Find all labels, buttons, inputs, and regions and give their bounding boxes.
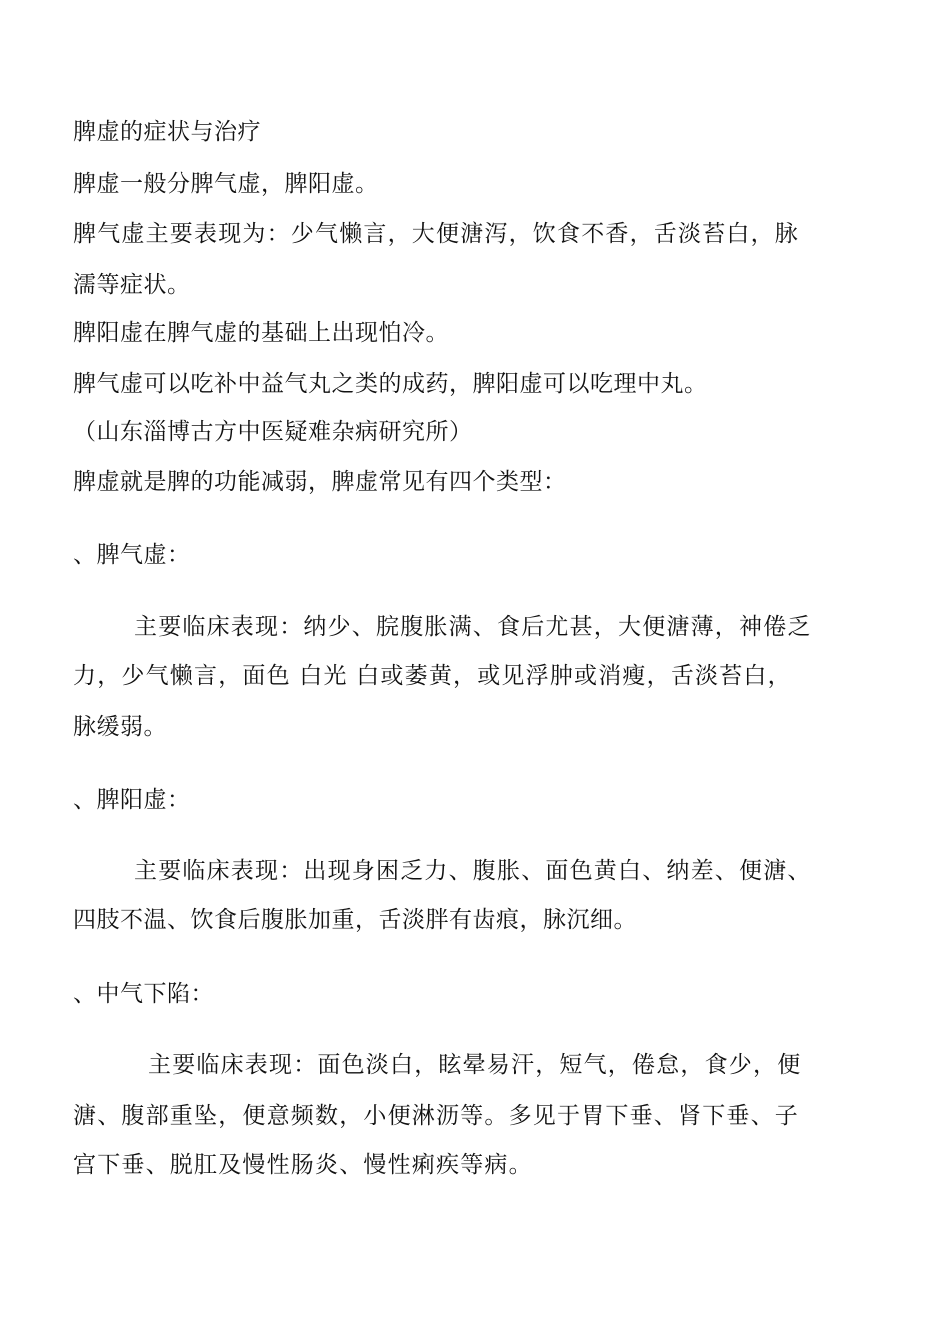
- section-zhong-qi-line: 溏、腹部重坠，便意频数，小便淋沥等。多见于胃下垂、肾下垂、子: [73, 1103, 799, 1129]
- qi-xu-paragraph-line-1: 脾气虚主要表现为：少气懒言，大便溏泻，饮食不香，舌淡苔白，脉: [73, 221, 799, 247]
- qi-xu-paragraph-line-2: 濡等症状。: [73, 272, 191, 298]
- section-heading-zhong-qi-xia-xian: 、中气下陷：: [73, 981, 214, 1007]
- source-note: （山东淄博古方中医疑难杂病研究所）: [73, 419, 473, 445]
- section-yang-xu-line: 主要临床表现：出现身困乏力、腹胀、面色黄白、纳差、便溏、: [134, 858, 812, 884]
- section-yang-xu-line: 四肢不温、饮食后腹胀加重，舌淡胖有齿痕，脉沉细。: [73, 907, 637, 933]
- types-intro: 脾虚就是脾的功能减弱，脾虚常见有四个类型：: [73, 469, 567, 495]
- section-heading-qi-xu: 、脾气虚：: [73, 542, 191, 568]
- treatment-paragraph: 脾气虚可以吃补中益气丸之类的成药，脾阳虚可以吃理中丸。: [73, 371, 708, 397]
- section-zhong-qi-line: 主要临床表现：面色淡白，眩晕易汗，短气，倦怠，食少，便: [148, 1052, 802, 1078]
- section-qi-xu-line: 主要临床表现：纳少、脘腹胀满、食后尤甚，大便溏薄，神倦乏: [134, 614, 812, 640]
- section-qi-xu-line: 脉缓弱。: [73, 714, 167, 740]
- section-heading-yang-xu: 、脾阳虚：: [73, 787, 191, 813]
- document-title: 脾虚的症状与治疗: [73, 119, 261, 145]
- intro-paragraph: 脾虚一般分脾气虚，脾阳虚。: [73, 171, 379, 197]
- section-qi-xu-line: 力，少气懒言，面色 白光 白或萎黄，或见浮肿或消瘦，舌淡苔白，: [73, 663, 792, 689]
- section-zhong-qi-line: 宫下垂、脱肛及慢性肠炎、慢性痢疾等病。: [73, 1152, 533, 1178]
- yang-xu-summary: 脾阳虚在脾气虚的基础上出现怕冷。: [73, 320, 449, 346]
